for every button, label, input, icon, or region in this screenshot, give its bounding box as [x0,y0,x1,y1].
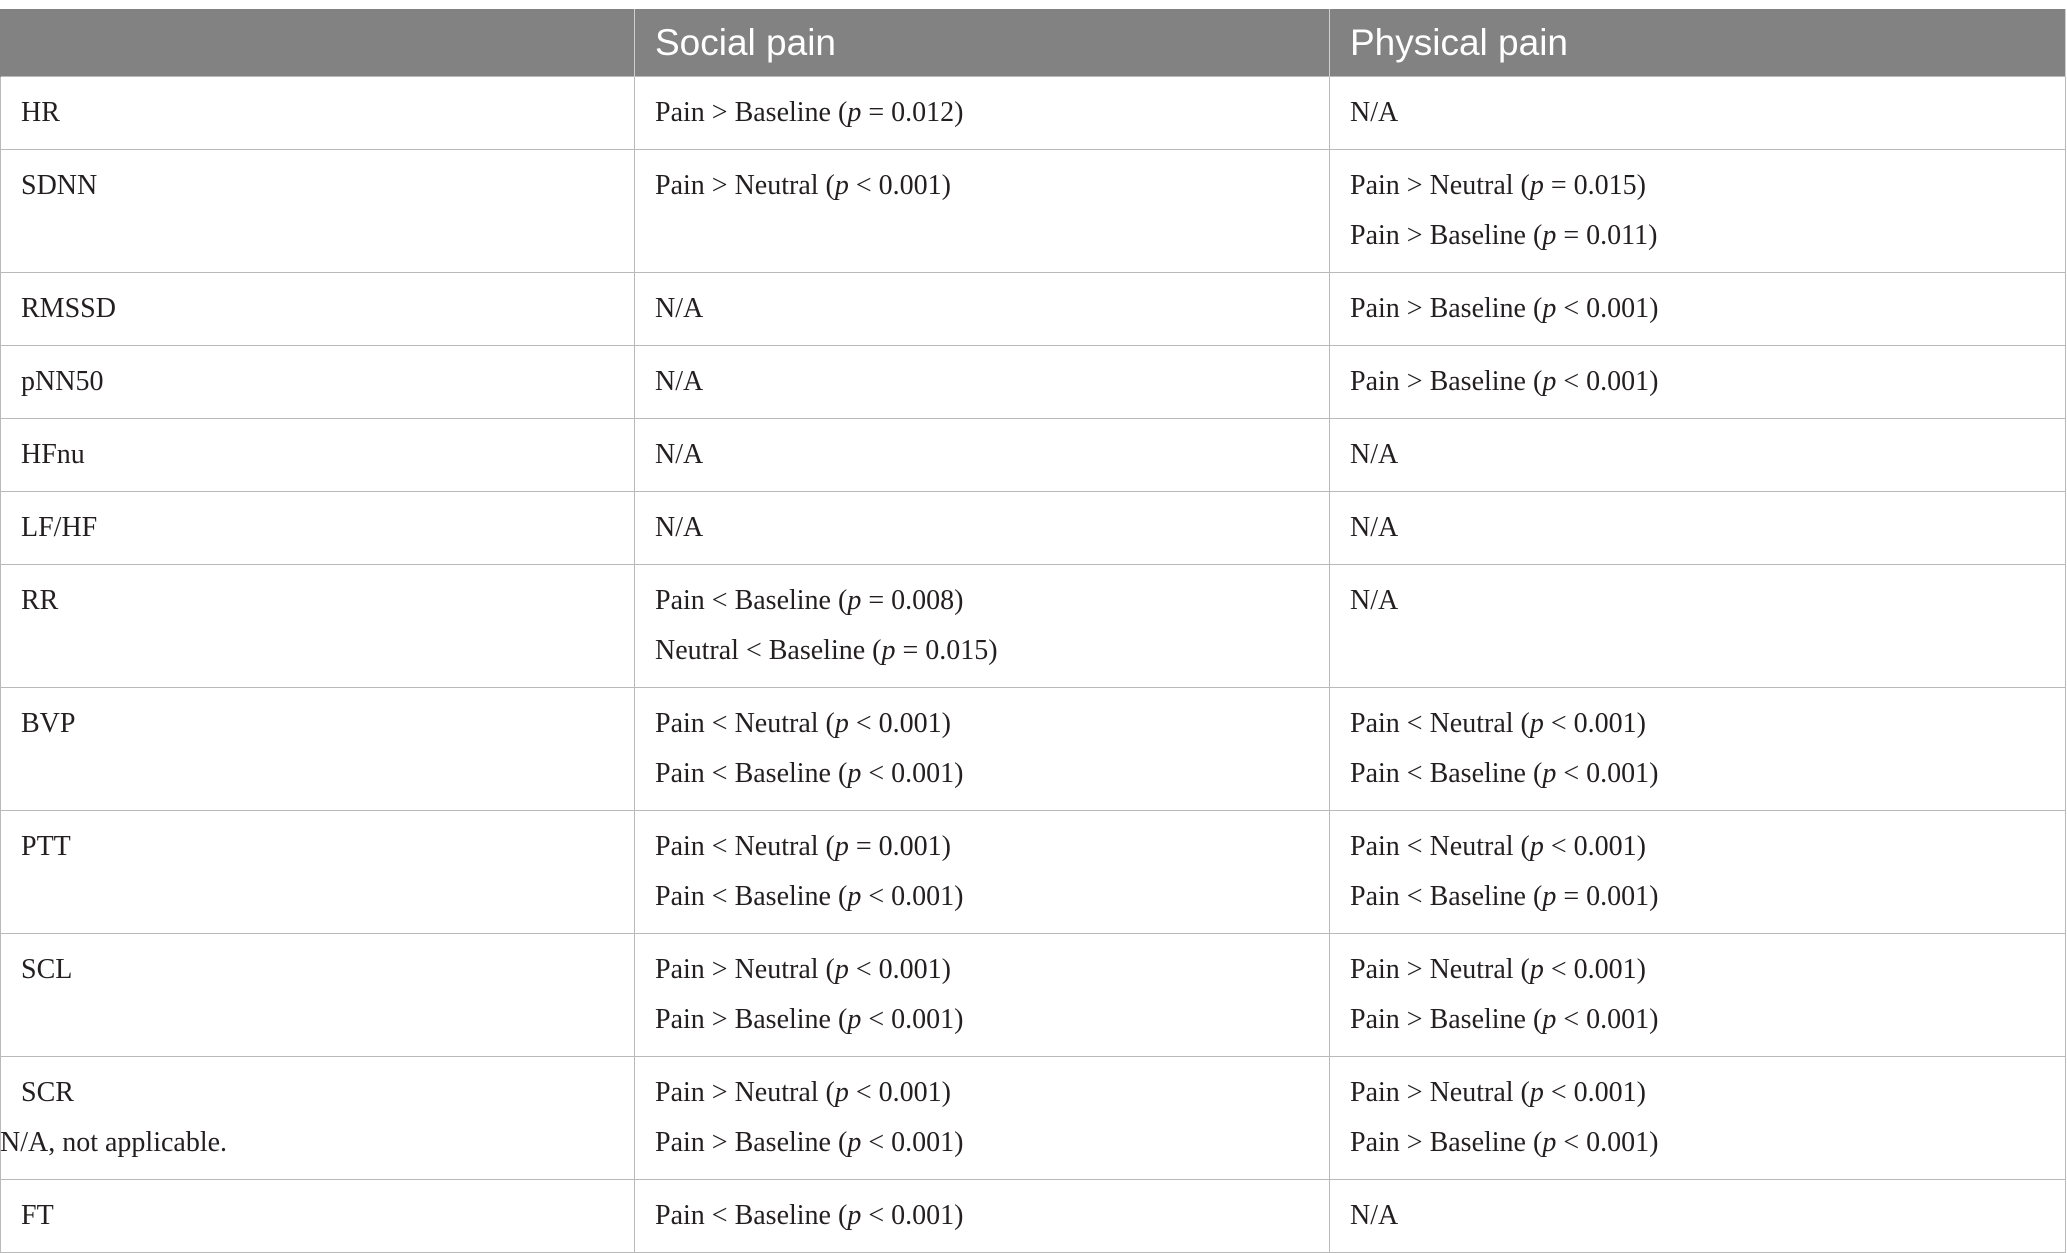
measure-label: HFnu [21,439,85,470]
physical-pain-cell [1330,419,2066,492]
social-pain-cell [635,565,1330,688]
table-footnote: N/A, not applicable. [0,1127,228,1158]
social-pain-result: Pain < Baseline (p < 0.001) [655,881,964,912]
physical-pain-result: Pain > Neutral (p < 0.001) [1350,954,1646,985]
social-pain-result: N/A [655,366,704,397]
physical-pain-result: Pain > Neutral (p = 0.015) [1350,170,1646,201]
social-pain-result: Neutral < Baseline (p = 0.015) [655,635,998,666]
table-row [1,1057,2066,1180]
physical-pain-cell [1330,77,2066,150]
social-pain-cell [635,77,1330,150]
social-pain-cell [635,492,1330,565]
measure-cell [1,565,635,688]
social-pain-result: N/A [655,512,704,543]
measure-cell [1,688,635,811]
table-row [1,688,2066,811]
physical-pain-cell [1330,688,2066,811]
social-pain-result: N/A [655,439,704,470]
table-row [1,77,2066,150]
social-pain-cell [635,273,1330,346]
social-pain-cell [635,419,1330,492]
table-row [1,419,2066,492]
physical-pain-result: Pain > Baseline (p = 0.011) [1350,220,1658,251]
table-row [1,811,2066,934]
table-row [1,934,2066,1057]
social-pain-result: Pain < Neutral (p < 0.001) [655,708,951,739]
table-row [1,150,2066,273]
measure-cell [1,150,635,273]
physical-pain-result: Pain > Baseline (p < 0.001) [1350,366,1659,397]
social-pain-result: Pain > Neutral (p < 0.001) [655,170,951,201]
social-pain-cell [635,688,1330,811]
physical-pain-result: Pain > Baseline (p < 0.001) [1350,293,1659,324]
physical-pain-cell [1330,1180,2066,1253]
measure-cell [1,811,635,934]
physical-pain-result: Pain < Neutral (p < 0.001) [1350,708,1646,739]
social-pain-result: Pain > Baseline (p = 0.012) [655,97,964,128]
social-pain-result: Pain < Neutral (p = 0.001) [655,831,951,862]
measure-cell [1,419,635,492]
measure-label: SCL [21,954,73,985]
physical-pain-result: N/A [1350,1200,1399,1231]
social-pain-result: Pain > Neutral (p < 0.001) [655,1077,951,1108]
physical-pain-result: Pain < Baseline (p < 0.001) [1350,758,1659,789]
table-row [1,1180,2066,1253]
measure-cell [1,77,635,150]
measure-cell [1,273,635,346]
measure-label: pNN50 [21,366,104,397]
physical-pain-result: Pain > Baseline (p < 0.001) [1350,1127,1659,1158]
social-pain-result: Pain > Baseline (p < 0.001) [655,1127,964,1158]
table-header [1,9,2066,77]
header-physical-pain: Physical pain [1330,9,2066,77]
physical-pain-cell [1330,346,2066,419]
measure-cell [1,492,635,565]
social-pain-cell [635,811,1330,934]
measure-label: BVP [21,708,76,739]
physical-pain-result: N/A [1350,97,1399,128]
physical-pain-cell [1330,492,2066,565]
social-pain-result: Pain < Baseline (p < 0.001) [655,758,964,789]
physical-pain-result: Pain > Neutral (p < 0.001) [1350,1077,1646,1108]
physical-pain-cell [1330,811,2066,934]
physical-pain-result: N/A [1350,585,1399,616]
social-pain-result: Pain > Baseline (p < 0.001) [655,1004,964,1035]
measure-label: SCR [21,1077,74,1108]
table-row [1,273,2066,346]
table-body [1,77,2066,1253]
header-row [1,9,2066,77]
measure-label: SDNN [21,170,98,201]
social-pain-result: N/A [655,293,704,324]
measure-label: PTT [21,831,71,862]
social-pain-result: Pain < Baseline (p = 0.008) [655,585,964,616]
measure-cell [1,934,635,1057]
measure-cell [1,1180,635,1253]
social-pain-result: Pain < Baseline (p < 0.001) [655,1200,964,1231]
physical-pain-cell [1330,150,2066,273]
table-row [1,565,2066,688]
physical-pain-result: Pain < Baseline (p = 0.001) [1350,881,1659,912]
physical-pain-cell [1330,934,2066,1057]
measure-label: RMSSD [21,293,116,324]
table-row [1,492,2066,565]
measure-cell [1,346,635,419]
physical-pain-result: Pain < Neutral (p < 0.001) [1350,831,1646,862]
measure-label: HR [21,97,60,128]
header-social-pain: Social pain [635,9,1330,77]
physical-pain-result: N/A [1350,512,1399,543]
social-pain-cell [635,150,1330,273]
physical-pain-result: N/A [1350,439,1399,470]
physical-pain-cell [1330,565,2066,688]
physical-pain-cell [1330,1057,2066,1180]
social-pain-cell [635,1180,1330,1253]
measure-cell [1,1057,635,1180]
header-measure [1,9,635,77]
social-pain-cell [635,346,1330,419]
measure-label: RR [21,585,59,616]
social-pain-cell [635,1057,1330,1180]
measure-label: LF/HF [21,512,98,543]
results-table [0,9,2066,1253]
measure-label: FT [21,1200,54,1231]
social-pain-result: Pain > Neutral (p < 0.001) [655,954,951,985]
table-row [1,346,2066,419]
social-pain-cell [635,934,1330,1057]
physical-pain-result: Pain > Baseline (p < 0.001) [1350,1004,1659,1035]
physical-pain-cell [1330,273,2066,346]
